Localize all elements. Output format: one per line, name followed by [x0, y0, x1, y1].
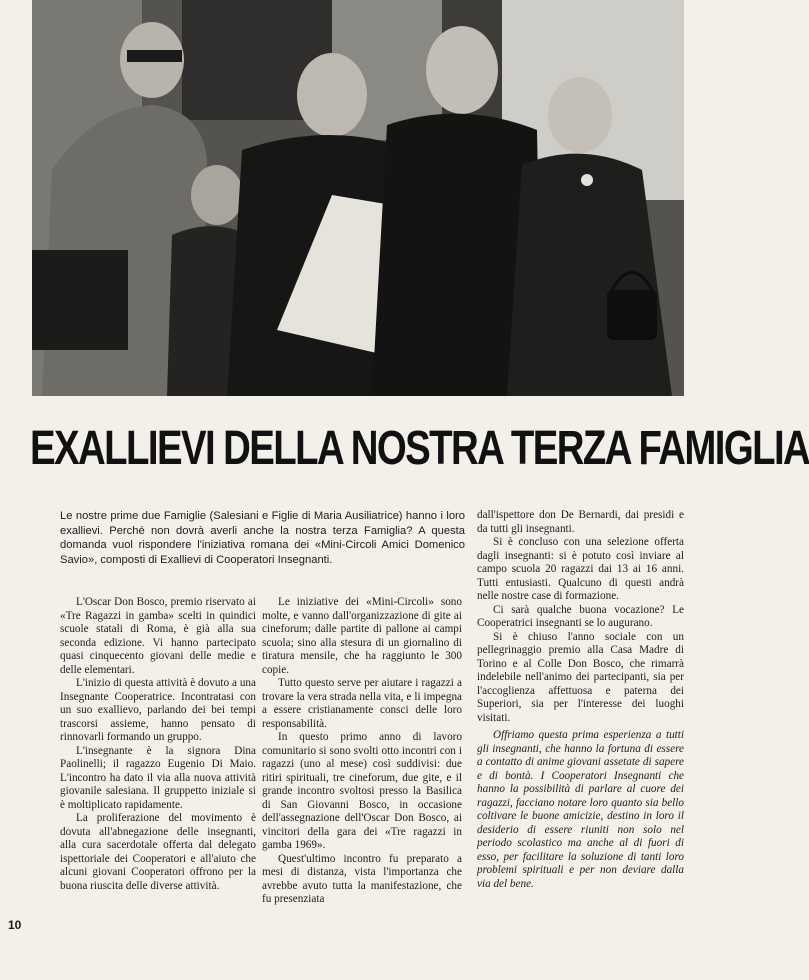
headline: EXALLIEVI DELLA NOSTRA TERZA FAMIGLIA — [30, 422, 809, 475]
article-column-1 — [60, 596, 256, 893]
paragraph: Le iniziative dei «Mini-Circoli» sono molte, e vanno dall'organizzazione di gite ai cineforum; dalle partite di pallone ai campi scuola; sino alla stesura di un giornalino di tiratura mensile, che ha raggiunto le 300 copie. — [262, 596, 462, 676]
paragraph: Si è chiuso l'anno sociale con un pellegrinaggio premio alla Casa Madre di Torino e al Colle Don Bosco, che rimarrà indelebile nell'animo dei partecipanti, sia per l'accoglienza affettuosa e paterna dei Superiori, sia per l'interesse dei luoghi visitati. — [477, 630, 684, 724]
article-column-2 — [262, 596, 462, 907]
paragraph: Si è concluso con una selezione offerta dagli insegnanti: si è potuto così inviare al campo scuola 20 ragazzi dai 13 ai 16 anni. Tutti entusiasti. Qualcuno di questi andrà nelle nostre case di formazione. — [477, 536, 684, 602]
intro-paragraph: Le nostre prime due Famiglie (Salesiani e Figlie di Maria Ausiliatrice) hanno i loro exallievi. Perché non dovrà averli anche la nostra terza Famiglia? A questa domanda vuol rispondere l'iniziativa romana dei «Mini-Circoli Amici Domenico Savio», composti di Exallievi di Cooperatori Insegnanti. — [60, 510, 465, 566]
paragraph: dall'ispettore don De Bernardi, dai presidi e da tutti gli insegnanti. — [477, 509, 684, 535]
paragraph: Ci sarà qualche buona vocazione? Le Cooperatrici insegnanti se lo augurano. — [477, 603, 684, 629]
paragraph: L'insegnante è la signora Dina Paolinelli; il ragazzo Eugenio Di Maio. L'incontro ha dato il via alla nuova attività giovanile salesiana. Il gruppetto iniziale si è moltiplicato rapidamente. — [60, 744, 256, 811]
paragraph: La proliferazione del movimento è dovuta all'abnegazione delle insegnanti, alla cura sacerdotale offerta dal delegato ispettoriale dei Cooperatori e all'aiuto che alcuni giovani Cooperatori offrono per la buona riuscita delle diverse attività. — [60, 812, 256, 892]
group-photo — [32, 0, 684, 396]
article-column-3 — [477, 509, 684, 891]
group-photo-image — [32, 0, 684, 396]
paragraph: L'inizio di questa attività è dovuto a una Insegnante Cooperatrice. Incontratasi con un suo exallievo, parlando dei bei tempi trascorsi assieme, hanno pensato di rinnovarli formando un gruppo. — [60, 677, 256, 743]
page-number: 10 — [8, 918, 22, 932]
paragraph: L'Oscar Don Bosco, premio riservato ai «Tre Ragazzi in gamba» scelti in quindici scuole statali di Roma, è già alla sua seconda edizione. Vi hanno partecipato quasi cinquecento giovani delle medie e delle elementari. — [60, 596, 256, 676]
closing-italic-paragraph: Offriamo questa prima esperienza a tutti gli insegnanti, che hanno la fortuna di essere a contatto di anime giovani assetate di sapere e di bontà. I Cooperatori Insegnanti che hanno la possibilità di parlare al cuore dei ragazzi, facciano notare loro quanto sia bello coltivare le buone amicizie, destino in loro il desiderio di essere riuniti non solo nel periodo scolastico ma anche al di fuori di esso, per facilitare la soluzione di tanti loro problemi spirituali e per non deviare dalla via del bene. — [477, 729, 684, 890]
paragraph: In questo primo anno di lavoro comunitario si sono svolti otto incontri con i ragazzi (uno al mese) così suddivisi: due ritiri spirituali, tre cineforum, due gite, e il grande incontro svoltosi presso la Basilica di San Giovanni Bosco, in occasione dell'assegnazione dell'Oscar Don Bosco, ai vincitori della gara dei «Tre ragazzi in gamba 1969». — [262, 731, 462, 851]
paragraph: Tutto questo serve per aiutare i ragazzi a trovare la vera strada nella vita, e li impegna a essere cristianamente consci delle loro responsabilità. — [262, 677, 462, 730]
paragraph: Quest'ultimo incontro fu preparato a mesi di distanza, vista l'importanza che avrebbe avuto tutta la manifestazione, che fu presenziata — [262, 852, 462, 905]
